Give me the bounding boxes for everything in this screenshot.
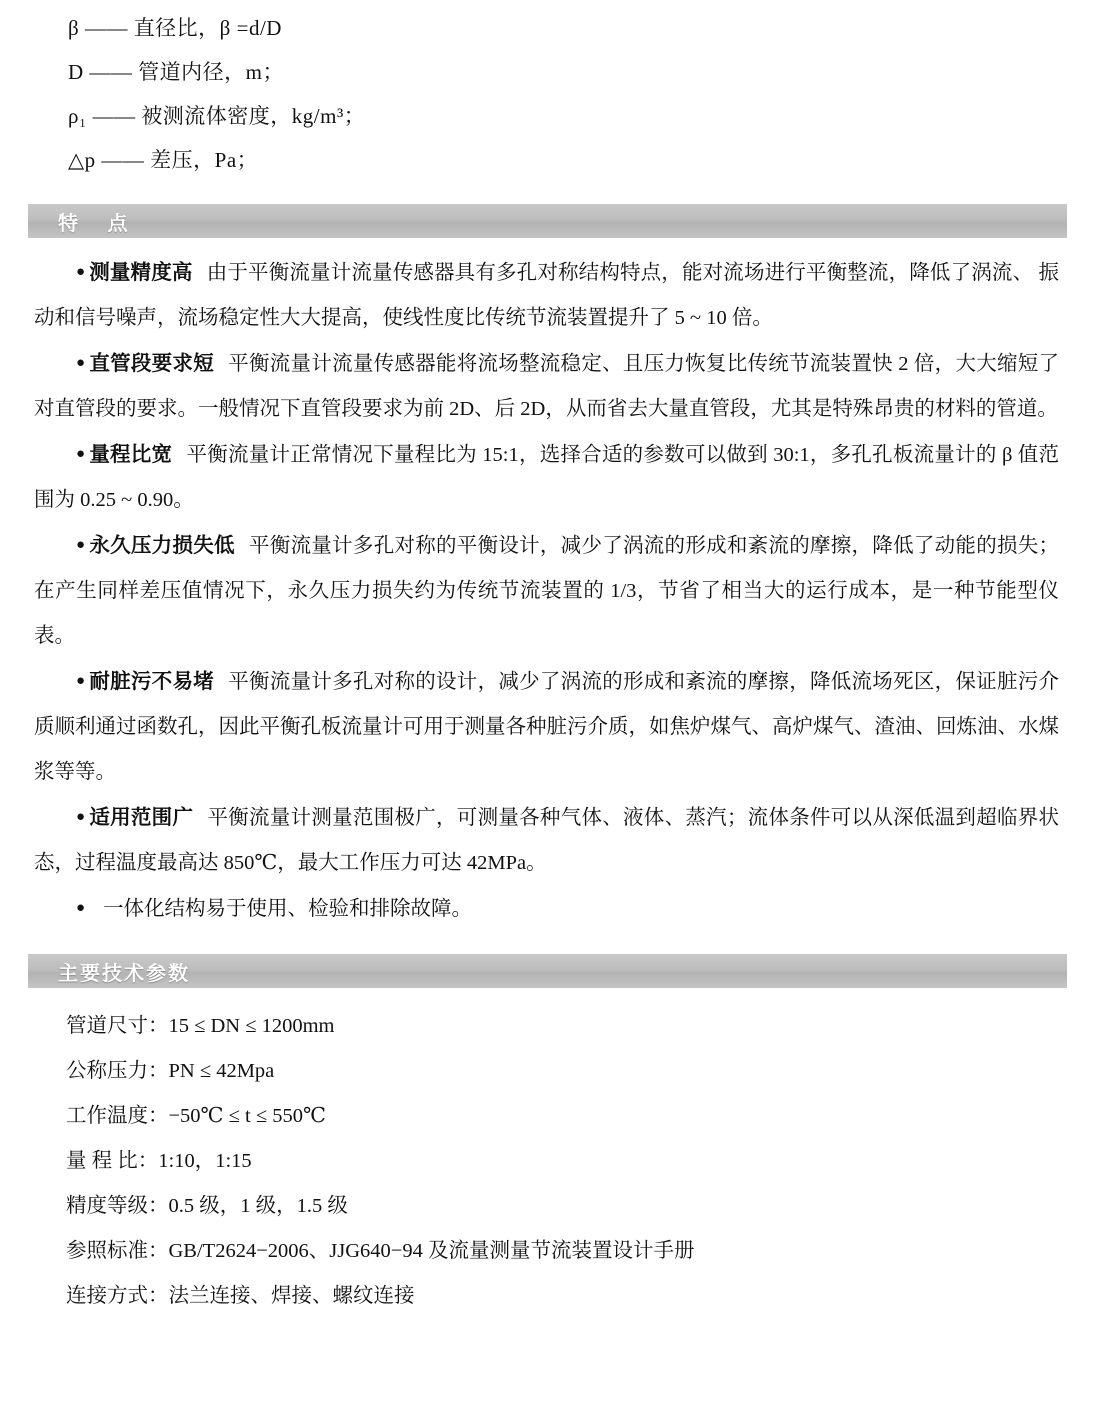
definition-symbol: ρ₁ — [68, 104, 87, 128]
spec-row — [66, 1139, 1067, 1184]
section-title-specs: 主要技术参数 — [58, 962, 190, 985]
section-title-features: 特 点 — [58, 212, 140, 235]
spec-row — [66, 1274, 1067, 1319]
definition-line — [28, 50, 1067, 94]
spec-label: 管道尺寸： — [66, 1015, 169, 1037]
bullet-icon: ● — [76, 537, 86, 553]
feature-body: 平衡流量计测量范围极广，可测量各种气体、液体、蒸汽；流体条件可以从深低温到超临界状态，过程温度最高达 850℃，最大工作压力可达 42MPa。 — [34, 807, 1060, 874]
feature-body: 一体化结构易于使用、检验和排除故障。 — [103, 898, 473, 920]
feature-body: 平衡流量计多孔对称的设计，减少了涡流的形成和紊流的摩擦，降低流场死区，保证脏污介质顺利通过函数孔，因此平衡孔板流量计可用于测量各种脏污介质，如焦炉煤气、高炉煤气、渣油、回炼油、水煤浆等等。 — [34, 671, 1060, 783]
spec-list — [28, 988, 1067, 1319]
section-header-specs — [28, 954, 1067, 988]
feature-lead: 直管段要求短 — [89, 353, 214, 375]
symbol-definition-list — [28, 0, 1067, 182]
spec-label: 工作温度： — [66, 1105, 169, 1127]
feature-lead: 耐脏污不易堵 — [89, 671, 214, 693]
features-list — [28, 238, 1067, 932]
feature-body: 平衡流量计多孔对称的平衡设计，减少了涡流的形成和紊流的摩擦，降低了动能的损失；在产生同样差压值情况下，永久压力损失约为传统节流装置的 1/3，节省了相当大的运行成本，是一种节能型仪表。 — [34, 535, 1060, 647]
spec-value: 1:10，1:15 — [158, 1150, 252, 1172]
definition-text: 差压，Pa； — [150, 148, 259, 172]
definition-symbol: △p — [68, 148, 96, 172]
definition-text: 管道内径，m； — [138, 60, 285, 84]
bullet-icon: ● — [76, 900, 86, 916]
feature-body: 平衡流量计流量传感器能将流场整流稳定、且压力恢复比传统节流装置快 2 倍，大大缩短了对直管段的要求。一般情况下直管段要求为前 2D、后 2D，从而省去大量直管段，尤其是特殊昂贵的材料的管道。 — [34, 353, 1060, 420]
bullet-icon: ● — [76, 355, 86, 371]
feature-item — [28, 250, 1067, 341]
spec-row — [66, 1229, 1067, 1274]
spec-value: −50℃ ≤ t ≤ 550℃ — [168, 1105, 326, 1127]
definition-dash: —— — [89, 60, 133, 84]
feature-item — [28, 432, 1067, 523]
spec-value: PN ≤ 42Mpa — [168, 1060, 275, 1082]
feature-lead: 适用范围广 — [89, 807, 194, 829]
feature-lead: 测量精度高 — [89, 262, 193, 284]
feature-item — [28, 523, 1067, 659]
definition-dash: —— — [101, 148, 145, 172]
definition-line — [28, 138, 1067, 182]
spec-label: 量 程 比： — [66, 1150, 159, 1172]
spec-row — [66, 1184, 1067, 1229]
feature-item — [28, 341, 1067, 432]
definition-dash: —— — [84, 16, 128, 40]
feature-lead: 量程比宽 — [89, 444, 173, 466]
definition-symbol: D — [68, 60, 84, 84]
spec-row — [66, 1049, 1067, 1094]
spec-value: GB/T2624−2006、JJG640−94 及流量测量节流装置设计手册 — [168, 1240, 695, 1262]
definition-line — [28, 94, 1067, 138]
bullet-icon: ● — [76, 446, 86, 462]
spec-label: 参照标准： — [66, 1240, 169, 1262]
section-header-features — [28, 204, 1067, 238]
bullet-icon: ● — [76, 673, 86, 689]
spec-label: 连接方式： — [66, 1285, 169, 1307]
spec-row — [66, 1094, 1067, 1139]
spec-label: 公称压力： — [66, 1060, 169, 1082]
spec-value: 15 ≤ DN ≤ 1200mm — [168, 1015, 335, 1037]
definition-line — [28, 6, 1067, 50]
bullet-icon: ● — [76, 264, 86, 280]
feature-item — [28, 659, 1067, 795]
spec-value: 0.5 级，1 级，1.5 级 — [168, 1195, 348, 1217]
definition-dash: —— — [92, 104, 136, 128]
feature-body: 由于平衡流量计流量传感器具有多孔对称结构特点，能对流场进行平衡整流，降低了涡流、 振动和信号噪声，流场稳定性大大提高，使线性度比传统节流装置提升了 5 ~ 10 倍。 — [34, 262, 1060, 329]
feature-lead: 永久压力损失低 — [89, 535, 235, 557]
definition-text: 被测流体密度，kg/m³； — [141, 104, 366, 128]
feature-body: 平衡流量计正常情况下量程比为 15:1，选择合适的参数可以做到 30:1，多孔孔板流量计的 β 值范围为 0.25 ~ 0.90。 — [34, 444, 1060, 511]
spec-value: 法兰连接、焊接、螺纹连接 — [168, 1285, 415, 1307]
bullet-icon: ● — [76, 809, 86, 825]
spec-label: 精度等级： — [66, 1195, 169, 1217]
definition-text: 直径比，β =d/D — [133, 16, 282, 40]
spec-row — [66, 1004, 1067, 1049]
definition-symbol: β — [68, 16, 80, 40]
feature-item — [28, 795, 1067, 886]
feature-item — [28, 886, 1067, 932]
